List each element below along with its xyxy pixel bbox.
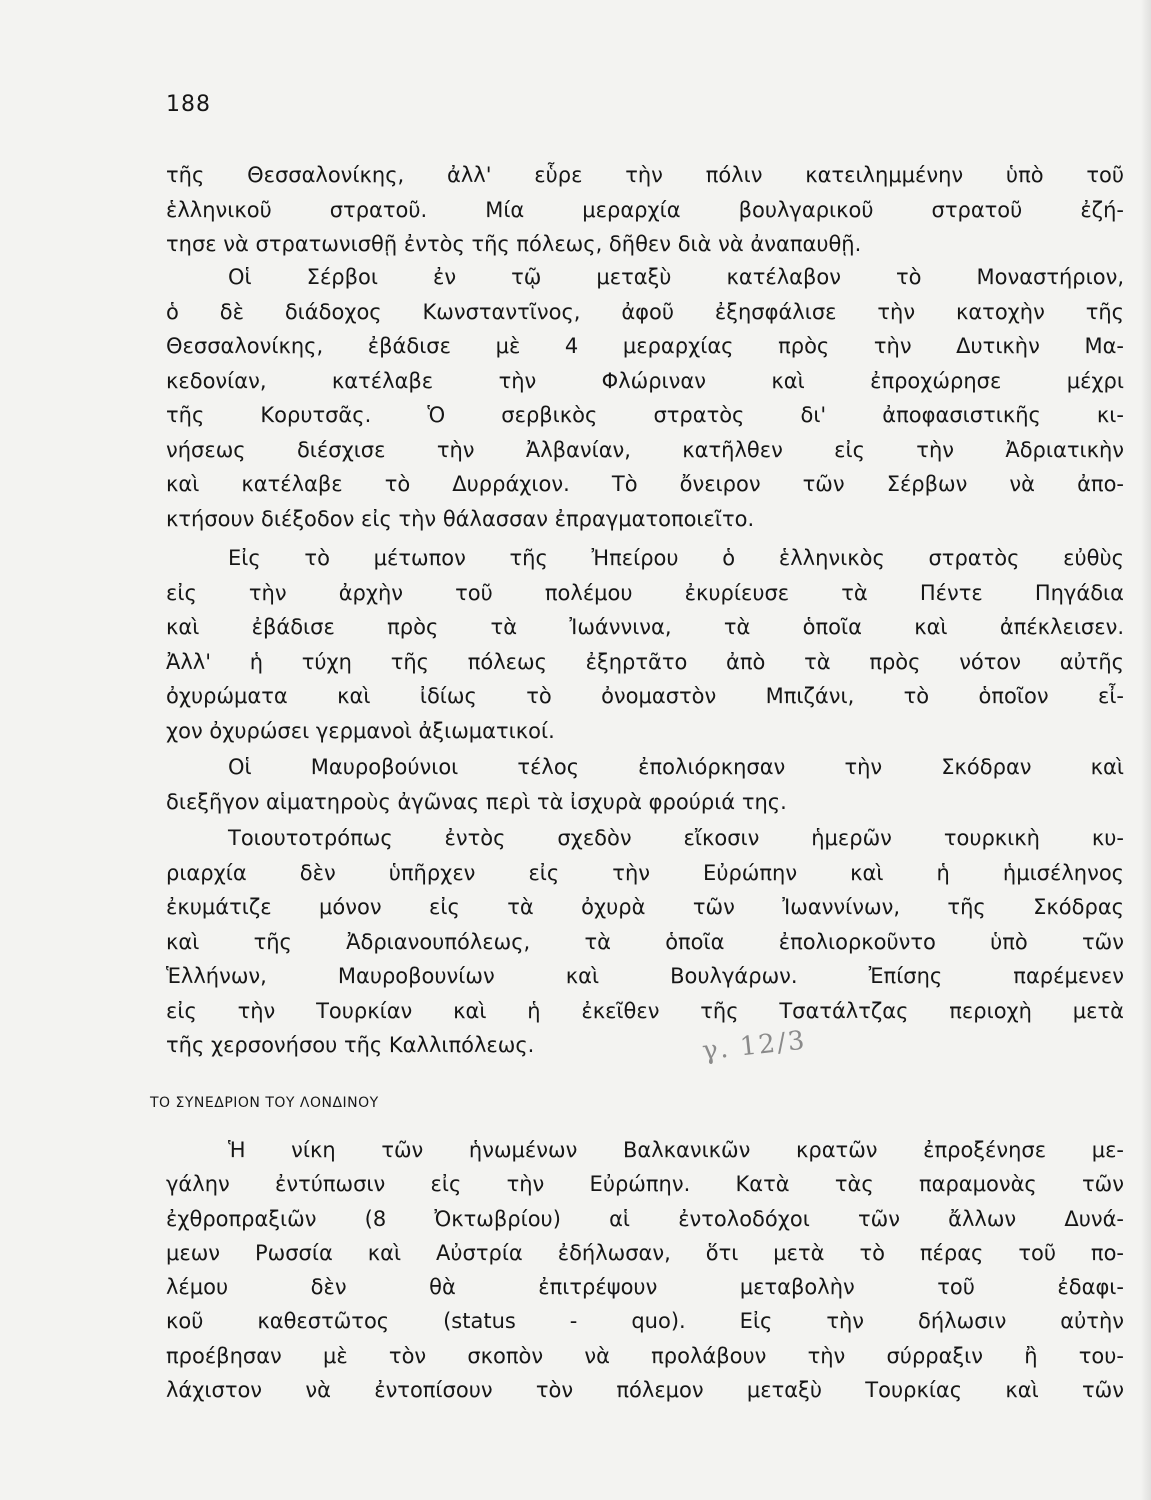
text-line: λάχιστον νὰ ἐντοπίσουν τὸν πόλεμον μεταξὺ Τουρκίας καὶ τῶν xyxy=(166,1378,1124,1403)
paragraph-3 xyxy=(166,541,1124,748)
paragraph-2 xyxy=(166,260,1124,536)
text-line: ὀχυρώματα καὶ ἰδίως τὸ ὀνομαστὸν Μπιζάνι, τὸ ὁποῖον εἶ- xyxy=(166,684,1124,708)
text-line: καὶ τῆς Ἀδριανουπόλεως, τὰ ὁποῖα ἐπολιορκοῦντο ὑπὸ τῶν xyxy=(166,929,1124,954)
text-line: μεων Ρωσσία καὶ Αὐστρία ἐδήλωσαν, ὅτι μετὰ τὸ πέρας τοῦ πο- xyxy=(166,1240,1124,1265)
handwritten-note: γ. 12/3 xyxy=(700,1025,808,1067)
text-line: τησε νὰ στρατωνισθῇ ἐντὸς τῆς πόλεως, δῆθεν διὰ νὰ ἀναπαυθῇ. xyxy=(166,232,862,256)
text-line: εἰς τὴν ἀρχὴν τοῦ πολέμου ἐκυρίευσε τὰ Πέντε Πηγάδια xyxy=(166,580,1124,605)
text-line: ἐκυμάτιζε μόνον εἰς τὰ ὀχυρὰ τῶν Ἰωαννίνων, τῆς Σκόδρας xyxy=(166,895,1124,919)
text-line: κεδονίαν, κατέλαβε τὴν Φλώριναν καὶ ἐπροχώρησε μέχρι xyxy=(166,368,1124,393)
text-line: ἑλληνικοῦ στρατοῦ. Μία μεραρχία βουλγαρικοῦ στρατοῦ ἐζή- xyxy=(166,197,1124,222)
text-line: τῆς Θεσσαλονίκης, ἀλλ' εὗρε τὴν πόλιν κατειλημμένην ὑπὸ τοῦ xyxy=(166,163,1124,187)
text-line: τῆς Κορυτσᾶς. Ὁ σερβικὸς στρατὸς δι' ἀποφασιστικῆς κι- xyxy=(166,403,1124,427)
page-number: 188 xyxy=(166,92,211,117)
text-line: χον ὀχυρώσει γερμανοὶ ἀξιωματικοί. xyxy=(166,718,555,743)
paragraph-5 xyxy=(166,821,1124,1063)
paragraph-1 xyxy=(166,158,1124,262)
text-line: ὁ δὲ διάδοχος Κωνσταντῖνος, ἀφοῦ ἐξησφάλισε τὴν κατοχὴν τῆς xyxy=(166,299,1124,324)
section-paragraph xyxy=(166,1133,1124,1407)
text-line: προέβησαν μὲ τὸν σκοπὸν νὰ προλάβουν τὴν σύρραξιν ἢ του- xyxy=(166,1343,1124,1368)
text-line: κτήσουν διέξοδον εἰς τὴν θάλασσαν ἐπραγματοποιεῖτο. xyxy=(166,506,755,531)
text-line: καὶ ἐβάδισε πρὸς τὰ Ἰωάννινα, τὰ ὁποῖα καὶ ἀπέκλεισεν. xyxy=(166,615,1124,639)
section-heading: ΤΟ ΣΥΝΕΔΡΙΟΝ ΤΟΥ ΛΟΝΔΙΝΟΥ xyxy=(150,1095,379,1111)
text-line: εἰς τὴν Τουρκίαν καὶ ἡ ἐκεῖθεν τῆς Τσατάλτζας περιοχὴ μετὰ xyxy=(166,998,1124,1023)
text-line: ἐχθροπραξιῶν (8 Ὀκτωβρίου) αἱ ἐντολοδόχοι τῶν ἄλλων Δυνά- xyxy=(166,1206,1124,1231)
text-line: Ἡ νίκη τῶν ἡνωμένων Βαλκανικῶν κρατῶν ἐπροξένησε με- xyxy=(228,1138,1124,1162)
text-line: Τοιουτοτρόπως ἐντὸς σχεδὸν εἴκοσιν ἡμερῶν τουρκικὴ κυ- xyxy=(228,826,1124,850)
text-line: Ἑλλήνων, Μαυροβουνίων καὶ Βουλγάρων. Ἐπίσης παρέμενεν xyxy=(166,964,1124,988)
text-line: διεξῆγον αἱματηροὺς ἀγῶνας περὶ τὰ ἰσχυρὰ φρούριά της. xyxy=(166,789,787,814)
text-line: καὶ κατέλαβε τὸ Δυρράχιον. Τὸ ὄνειρον τῶν Σέρβων νὰ ἀπο- xyxy=(166,472,1124,496)
paragraph-4 xyxy=(166,750,1124,819)
text-line: νήσεως διέσχισε τὴν Ἀλβανίαν, κατῆλθεν εἰς τὴν Ἀδριατικὴν xyxy=(166,437,1124,462)
text-line: λέμου δὲν θὰ ἐπιτρέψουν μεταβολὴν τοῦ ἐδαφι- xyxy=(166,1275,1124,1300)
text-line: Οἱ Μαυροβούνιοι τέλος ἐπολιόρκησαν τὴν Σκόδραν καὶ xyxy=(228,755,1124,779)
text-line: ριαρχία δὲν ὑπῆρχεν εἰς τὴν Εὐρώπην καὶ ἡ ἡμισέληνος xyxy=(166,860,1124,885)
text-line: γάλην ἐντύπωσιν εἰς τὴν Εὐρώπην. Κατὰ τὰς παραμονὰς τῶν xyxy=(166,1172,1124,1197)
text-line: κοῦ καθεστῶτος (status - quo). Εἰς τὴν δήλωσιν αὐτὴν xyxy=(166,1309,1124,1334)
page-edge-shadow xyxy=(1141,0,1151,1500)
text-line: Οἱ Σέρβοι ἐν τῷ μεταξὺ κατέλαβον τὸ Μοναστήριον, xyxy=(228,265,1124,289)
text-line: Θεσσαλονίκης, ἐβάδισε μὲ 4 μεραρχίας πρὸς τὴν Δυτικὴν Μα- xyxy=(166,334,1124,358)
text-line: Ἀλλ' ἡ τύχη τῆς πόλεως ἐξηρτᾶτο ἀπὸ τὰ πρὸς νότον αὐτῆς xyxy=(166,649,1124,674)
text-line: Εἰς τὸ μέτωπον τῆς Ἠπείρου ὁ ἑλληνικὸς στρατὸς εὐθὺς xyxy=(228,546,1124,570)
text-line: τῆς χερσονήσου τῆς Καλλιπόλεως. xyxy=(166,1033,535,1057)
